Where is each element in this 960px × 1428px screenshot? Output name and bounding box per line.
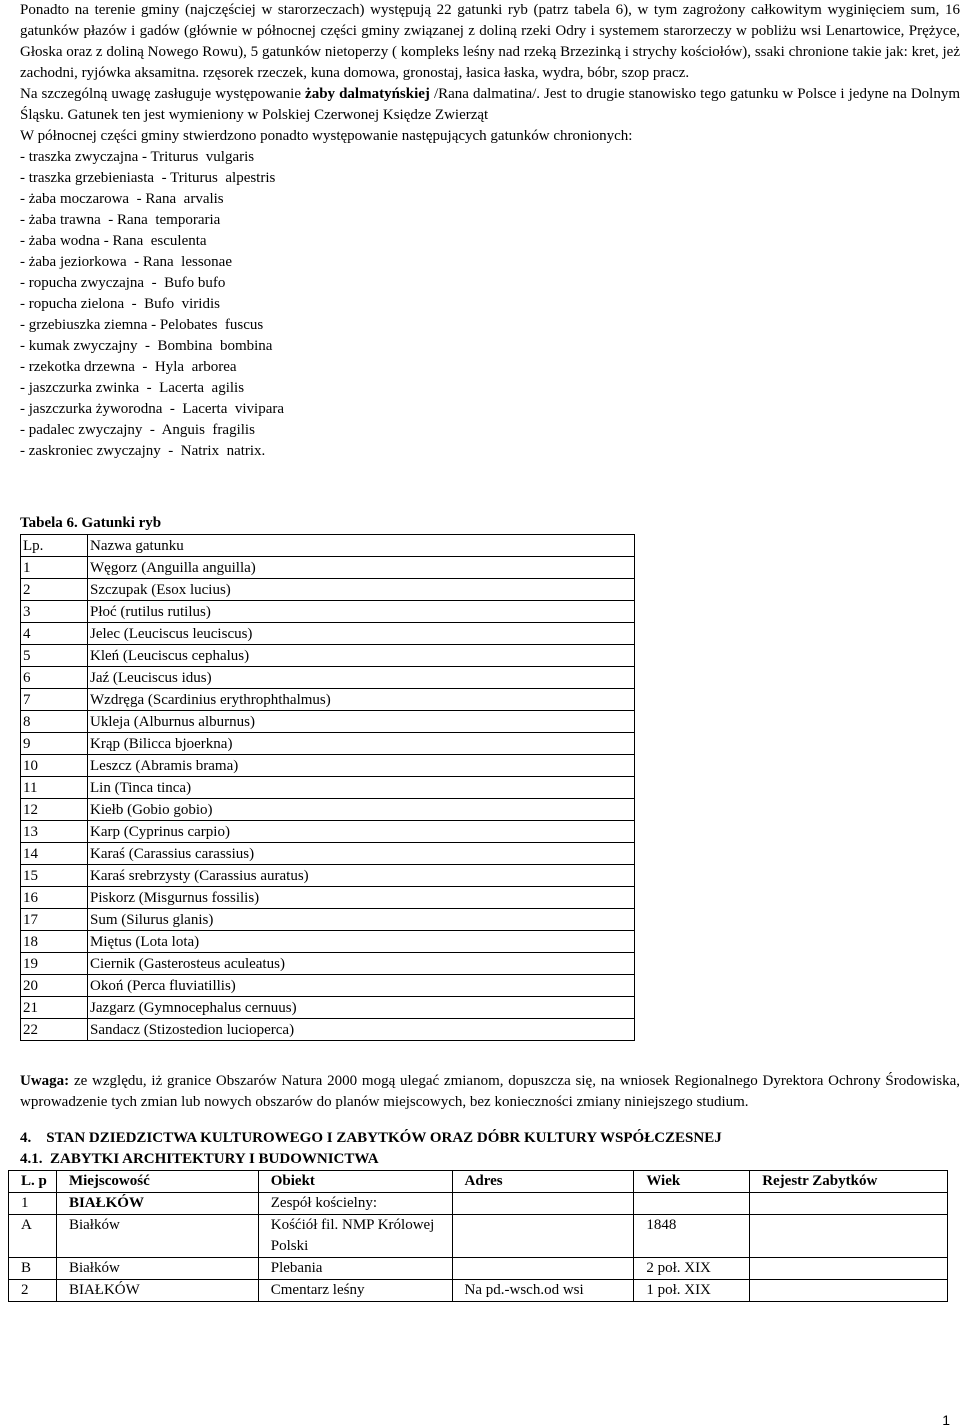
monument-cell: BIAŁKÓW bbox=[56, 1280, 258, 1302]
table-row bbox=[21, 931, 635, 953]
header-register: Rejestr Zabytków bbox=[750, 1171, 948, 1193]
header-name: Nazwa gatunku bbox=[88, 535, 635, 557]
fish-lp-cell: 11 bbox=[21, 777, 88, 799]
fish-lp-cell: 12 bbox=[21, 799, 88, 821]
fish-name-cell: Ciernik (Gasterosteus aculeatus) bbox=[88, 953, 635, 975]
monument-cell: Zespół kościelny: bbox=[258, 1193, 452, 1215]
monument-cell: Białków bbox=[56, 1258, 258, 1280]
table-row bbox=[21, 755, 635, 777]
fish-name-cell: Karaś srebrzysty (Carassius auratus) bbox=[88, 865, 635, 887]
document-page bbox=[20, 0, 960, 1302]
monument-cell: B bbox=[9, 1258, 57, 1280]
table-row bbox=[21, 689, 635, 711]
monument-cell: 2 bbox=[9, 1280, 57, 1302]
monument-cell: 1 bbox=[9, 1193, 57, 1215]
fish-name-cell: Miętus (Lota lota) bbox=[88, 931, 635, 953]
species-item: - żaba trawna - Rana temporaria bbox=[20, 212, 221, 228]
monument-cell: Plebania bbox=[258, 1258, 452, 1280]
header-object: Obiekt bbox=[258, 1171, 452, 1193]
table-row bbox=[21, 711, 635, 733]
species-item: - ropucha zwyczajna - Bufo bufo bbox=[20, 275, 226, 291]
table-row bbox=[21, 777, 635, 799]
note-text: ze względu, iż granice Obszarów Natura 2000 mogą ulegać zmianom, dopuszcza się, na wniosek Regionalnego Dyrektora Ochrony Środowiska, wprowadzenie tych zmian lub nowych obszarów do planów miejscowych, bez konieczności zmiany niniejszego studium. bbox=[20, 1073, 960, 1110]
fish-lp-cell: 19 bbox=[21, 953, 88, 975]
fish-name-cell: Kiełb (Gobio gobio) bbox=[88, 799, 635, 821]
species-intro: W północnej części gminy stwierdzono ponadto występowanie następujących gatunków chronionych: bbox=[20, 128, 633, 144]
fish-name-cell: Płoć (rutilus rutilus) bbox=[88, 601, 635, 623]
fish-name-cell: Węgorz (Anguilla anguilla) bbox=[88, 557, 635, 579]
table-row bbox=[21, 821, 635, 843]
page-number: 1 bbox=[942, 1412, 950, 1428]
monument-cell: A bbox=[9, 1215, 57, 1258]
table-row bbox=[9, 1193, 948, 1215]
fish-lp-cell: 7 bbox=[21, 689, 88, 711]
species-item: - kumak zwyczajny - Bombina bombina bbox=[20, 338, 273, 354]
species-item: - padalec zwyczajny - Anguis fragilis bbox=[20, 422, 255, 438]
fish-name-cell: Lin (Tinca tinca) bbox=[88, 777, 635, 799]
monument-cell bbox=[452, 1258, 634, 1280]
monument-cell bbox=[750, 1215, 948, 1258]
monument-cell bbox=[750, 1193, 948, 1215]
fish-lp-cell: 1 bbox=[21, 557, 88, 579]
monument-cell bbox=[452, 1215, 634, 1258]
fish-lp-cell: 9 bbox=[21, 733, 88, 755]
table-row bbox=[21, 865, 635, 887]
species-item: - grzebiuszka ziemna - Pelobates fuscus bbox=[20, 317, 264, 333]
intro-paragraph: Ponadto na terenie gminy (najczęściej w starorzeczach) występują 22 gatunki ryb (patrz tabela 6), w tym zagrożony całkowitym wyginięciem sum, 16 gatunków płazów i gadów (głównie w północnej części gminy związanej z doliną rzeki Odry i systemem starorzeczy w pobliżu wsi Lenartowice, Prężyce, Głoska oraz z doliną Nowego Rowu), 5 gatunków nietoperzy ( kompleks leśny nad rzeką Brzezinką i strychy kościołów), ssaki chronione takie jak: kret, jeż zachodni, ryjówka aksamitna. rzęsorek rzeczek, kuna domowa, gronostaj, łasica łaska, wydra, bóbr, szop pracz. bbox=[20, 2, 960, 81]
monument-cell: Kośćiół fil. NMP Królowej Polski bbox=[258, 1215, 452, 1258]
table-row bbox=[21, 645, 635, 667]
fish-lp-cell: 5 bbox=[21, 645, 88, 667]
fish-lp-cell: 18 bbox=[21, 931, 88, 953]
frog-paragraph: Na szczególną uwagę zasługuje występowanie żaby dalmatyńskiej /Rana dalmatina/. Jest to drugie stanowisko tego gatunku w Polsce i jedyne na Dolnym Śląsku. Gatunek ten jest wymieniony w Polskiej Czerwonej Księdze Zwierząt bbox=[20, 86, 960, 123]
table-row bbox=[21, 975, 635, 997]
table-row bbox=[21, 623, 635, 645]
species-item: - ropucha zielona - Bufo viridis bbox=[20, 296, 220, 312]
fish-lp-cell: 4 bbox=[21, 623, 88, 645]
fish-name-cell: Okoń (Perca fluviatillis) bbox=[88, 975, 635, 997]
table-row bbox=[9, 1215, 948, 1258]
fish-lp-cell: 10 bbox=[21, 755, 88, 777]
species-item: - traszka grzebieniasta - Triturus alpestris bbox=[20, 170, 276, 186]
table-row bbox=[21, 799, 635, 821]
monument-cell: 1 poł. XIX bbox=[634, 1280, 750, 1302]
fish-name-cell: Leszcz (Abramis brama) bbox=[88, 755, 635, 777]
table-row bbox=[21, 843, 635, 865]
fish-name-cell: Ukleja (Alburnus alburnus) bbox=[88, 711, 635, 733]
section-4-1-heading: 4.1. ZABYTKI ARCHITEKTURY I BUDOWNICTWA bbox=[20, 1151, 379, 1167]
fish-lp-cell: 16 bbox=[21, 887, 88, 909]
table-row bbox=[21, 733, 635, 755]
fish-lp-cell: 15 bbox=[21, 865, 88, 887]
fish-lp-cell: 6 bbox=[21, 667, 88, 689]
monument-cell bbox=[452, 1193, 634, 1215]
fish-lp-cell: 13 bbox=[21, 821, 88, 843]
fish-lp-cell: 21 bbox=[21, 997, 88, 1019]
fish-table bbox=[20, 534, 635, 1041]
fish-name-cell: Karaś (Carassius carassius) bbox=[88, 843, 635, 865]
section-4-heading: 4. STAN DZIEDZICTWA KULTUROWEGO I ZABYTKÓW ORAZ DÓBR KULTURY WSPÓŁCZESNEJ bbox=[20, 1130, 722, 1146]
fish-lp-cell: 14 bbox=[21, 843, 88, 865]
table-row bbox=[21, 953, 635, 975]
fish-table-caption: Tabela 6. Gatunki ryb bbox=[20, 515, 162, 531]
monument-cell bbox=[634, 1193, 750, 1215]
monument-cell: Białków bbox=[56, 1215, 258, 1258]
species-item: - traszka zwyczajna - Triturus vulgaris bbox=[20, 149, 255, 165]
fish-lp-cell: 8 bbox=[21, 711, 88, 733]
fish-name-cell: Wzdręga (Scardinius erythrophthalmus) bbox=[88, 689, 635, 711]
header-lp: Lp. bbox=[21, 535, 88, 557]
fish-lp-cell: 20 bbox=[21, 975, 88, 997]
header-age: Wiek bbox=[634, 1171, 750, 1193]
fish-lp-cell: 3 bbox=[21, 601, 88, 623]
species-item: - żaba wodna - Rana esculenta bbox=[20, 233, 207, 249]
fish-name-cell: Kleń (Leuciscus cephalus) bbox=[88, 645, 635, 667]
fish-lp-cell: 22 bbox=[21, 1019, 88, 1041]
species-item: - rzekotka drzewna - Hyla arborea bbox=[20, 359, 237, 375]
note-label: Uwaga: bbox=[20, 1073, 70, 1089]
header-lp: L. p bbox=[9, 1171, 57, 1193]
monument-cell bbox=[750, 1280, 948, 1302]
monument-cell: Na pd.-wsch.od wsi bbox=[452, 1280, 634, 1302]
header-locality: Miejscowość bbox=[56, 1171, 258, 1193]
table-row bbox=[21, 997, 635, 1019]
note-paragraph bbox=[20, 1071, 960, 1113]
table-row bbox=[21, 887, 635, 909]
species-item: - zaskroniec zwyczajny - Natrix natrix. bbox=[20, 443, 266, 459]
table-row bbox=[21, 909, 635, 931]
monument-cell: BIAŁKÓW bbox=[56, 1193, 258, 1215]
species-item: - żaba jeziorkowa - Rana lessonae bbox=[20, 254, 232, 270]
fish-name-cell: Sum (Silurus glanis) bbox=[88, 909, 635, 931]
species-item: - żaba moczarowa - Rana arvalis bbox=[20, 191, 224, 207]
table-row bbox=[9, 1258, 948, 1280]
fish-name-cell: Jelec (Leuciscus leuciscus) bbox=[88, 623, 635, 645]
fish-name-cell: Sandacz (Stizostedion lucioperca) bbox=[88, 1019, 635, 1041]
monument-cell: 1848 bbox=[634, 1215, 750, 1258]
header-address: Adres bbox=[452, 1171, 634, 1193]
fish-name-cell: Jazgarz (Gymnocephalus cernuus) bbox=[88, 997, 635, 1019]
monuments-header bbox=[9, 1171, 948, 1193]
fish-name-cell: Krąp (Bilicca bjoerkna) bbox=[88, 733, 635, 755]
table-row bbox=[21, 579, 635, 601]
fish-lp-cell: 17 bbox=[21, 909, 88, 931]
monument-cell: Cmentarz leśny bbox=[258, 1280, 452, 1302]
fish-lp-cell: 2 bbox=[21, 579, 88, 601]
fish-table-header bbox=[21, 535, 635, 557]
fish-name-cell: Jaź (Leuciscus idus) bbox=[88, 667, 635, 689]
table-row bbox=[21, 667, 635, 689]
fish-name-cell: Karp (Cyprinus carpio) bbox=[88, 821, 635, 843]
monument-cell: 2 poł. XIX bbox=[634, 1258, 750, 1280]
table-row bbox=[21, 1019, 635, 1041]
fish-name-cell: Szczupak (Esox lucius) bbox=[88, 579, 635, 601]
species-item: - jaszczurka zwinka - Lacerta agilis bbox=[20, 380, 245, 396]
species-list bbox=[20, 147, 960, 462]
table-row bbox=[9, 1280, 948, 1302]
table-row bbox=[21, 601, 635, 623]
table-row bbox=[21, 557, 635, 579]
frog-name-bold: żaby dalmatyńskiej bbox=[305, 86, 430, 102]
monument-cell bbox=[750, 1258, 948, 1280]
fish-name-cell: Piskorz (Misgurnus fossilis) bbox=[88, 887, 635, 909]
monuments-table bbox=[8, 1170, 948, 1302]
species-item: - jaszczurka żyworodna - Lacerta vivipara bbox=[20, 401, 285, 417]
